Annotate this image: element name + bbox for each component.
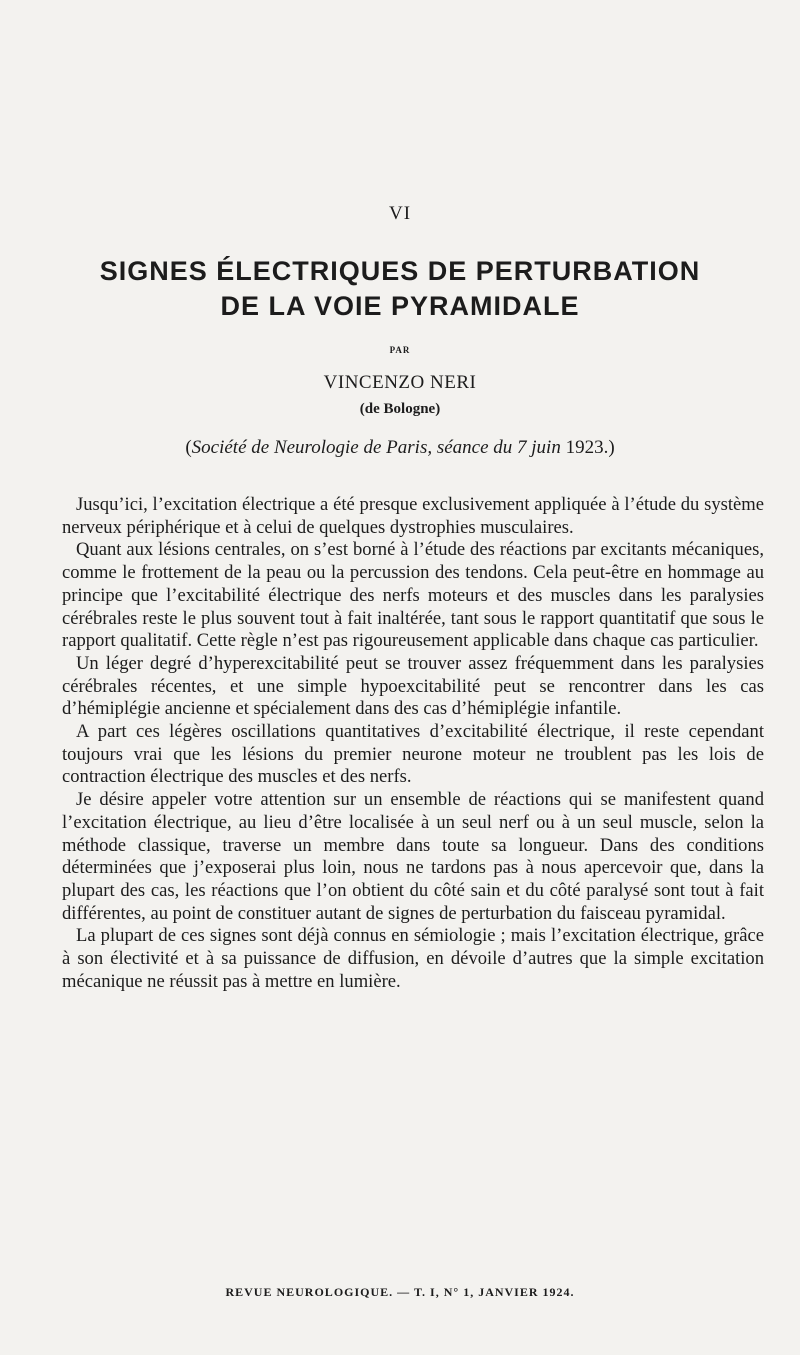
- paragraph: Un léger degré d’hyperexcitabilité peut se trouver assez fréquemment dans les paralysies cérébrales récentes, et une simple hypoexcitabilité peut se rencontrer dans les cas d’hémiplégie ancienne et spécialement dans des cas d’hémiplégie infantile.: [62, 652, 764, 720]
- author-name: VINCENZO NERI: [323, 372, 477, 393]
- article-body: [62, 494, 764, 993]
- paragraph: A part ces légères oscillations quantitatives d’excitabilité électrique, il reste cependant toujours vrai que les lésions du premier neurone moteur ne troublent pas les lois de contraction électrique des muscles et des nerfs.: [62, 721, 764, 788]
- by-label: PAR: [389, 345, 411, 355]
- paragraph: Je désire appeler votre attention sur un ensemble de réactions qui se manifestent quand l’excitation électrique, au lieu d’être localisée à un seul nerf ou à un seul muscle, selon la méthode classique, traverse un membre dans toute sa longueur. Dans des conditions déterminées que j’exposerai plus loin, nous ne tardons pas à nous apercevoir que, dans la plupart des cas, les réactions que l’on obtient du côté sain et du côté paralysé sont tout à fait différentes, au point de constituer autant de signes de perturbation du faisceau pyramidal.: [62, 789, 764, 924]
- section-number: VI: [388, 203, 412, 224]
- meeting-open-paren: (: [185, 437, 192, 458]
- paragraph: Quant aux lésions centrales, on s’est borné à l’étude des réactions par excitants mécaniques, comme le frottement de la peau ou la percussion des tendons. Cela peut-être en hommage au principe que l’excitabilité électrique des nerfs moteurs et des muscles dans les paralysies cérébrales reste le plus souvent tout à fait inaltérée, tant sous le rapport quantitatif que sous le rapport qualitatif. Cette règle n’est pas rigoureusement applicable dans chaque cas particulier.: [62, 539, 764, 652]
- meeting-line: [0, 437, 800, 459]
- meeting-text: Société de Neurologie de Paris, séance du 7 juin: [191, 437, 561, 458]
- author-affiliation: (de Bologne): [359, 401, 441, 417]
- journal-footer: REVUE NEUROLOGIQUE. — T. I, N° 1, JANVIER 1924.: [225, 1285, 575, 1299]
- meeting-year: 1923.: [565, 437, 609, 458]
- paragraph: La plupart de ces signes sont déjà connus en sémiologie ; mais l’excitation électrique, grâce à son électivité et à sa puissance de diffusion, en dévoile d’autres que la simple excitation mécanique ne réussit pas à mettre en lumière.: [62, 925, 764, 992]
- paragraph: Jusqu’ici, l’excitation électrique a été presque exclusivement appliquée à l’étude du système nerveux périphérique et à celui de quelques dystrophies musculaires.: [62, 494, 764, 538]
- article-title-line-1: SIGNES ÉLECTRIQUES DE PERTURBATION: [99, 256, 701, 286]
- meeting-close-paren: ): [608, 437, 615, 458]
- article-title-line-2: DE LA VOIE PYRAMIDALE: [220, 291, 580, 321]
